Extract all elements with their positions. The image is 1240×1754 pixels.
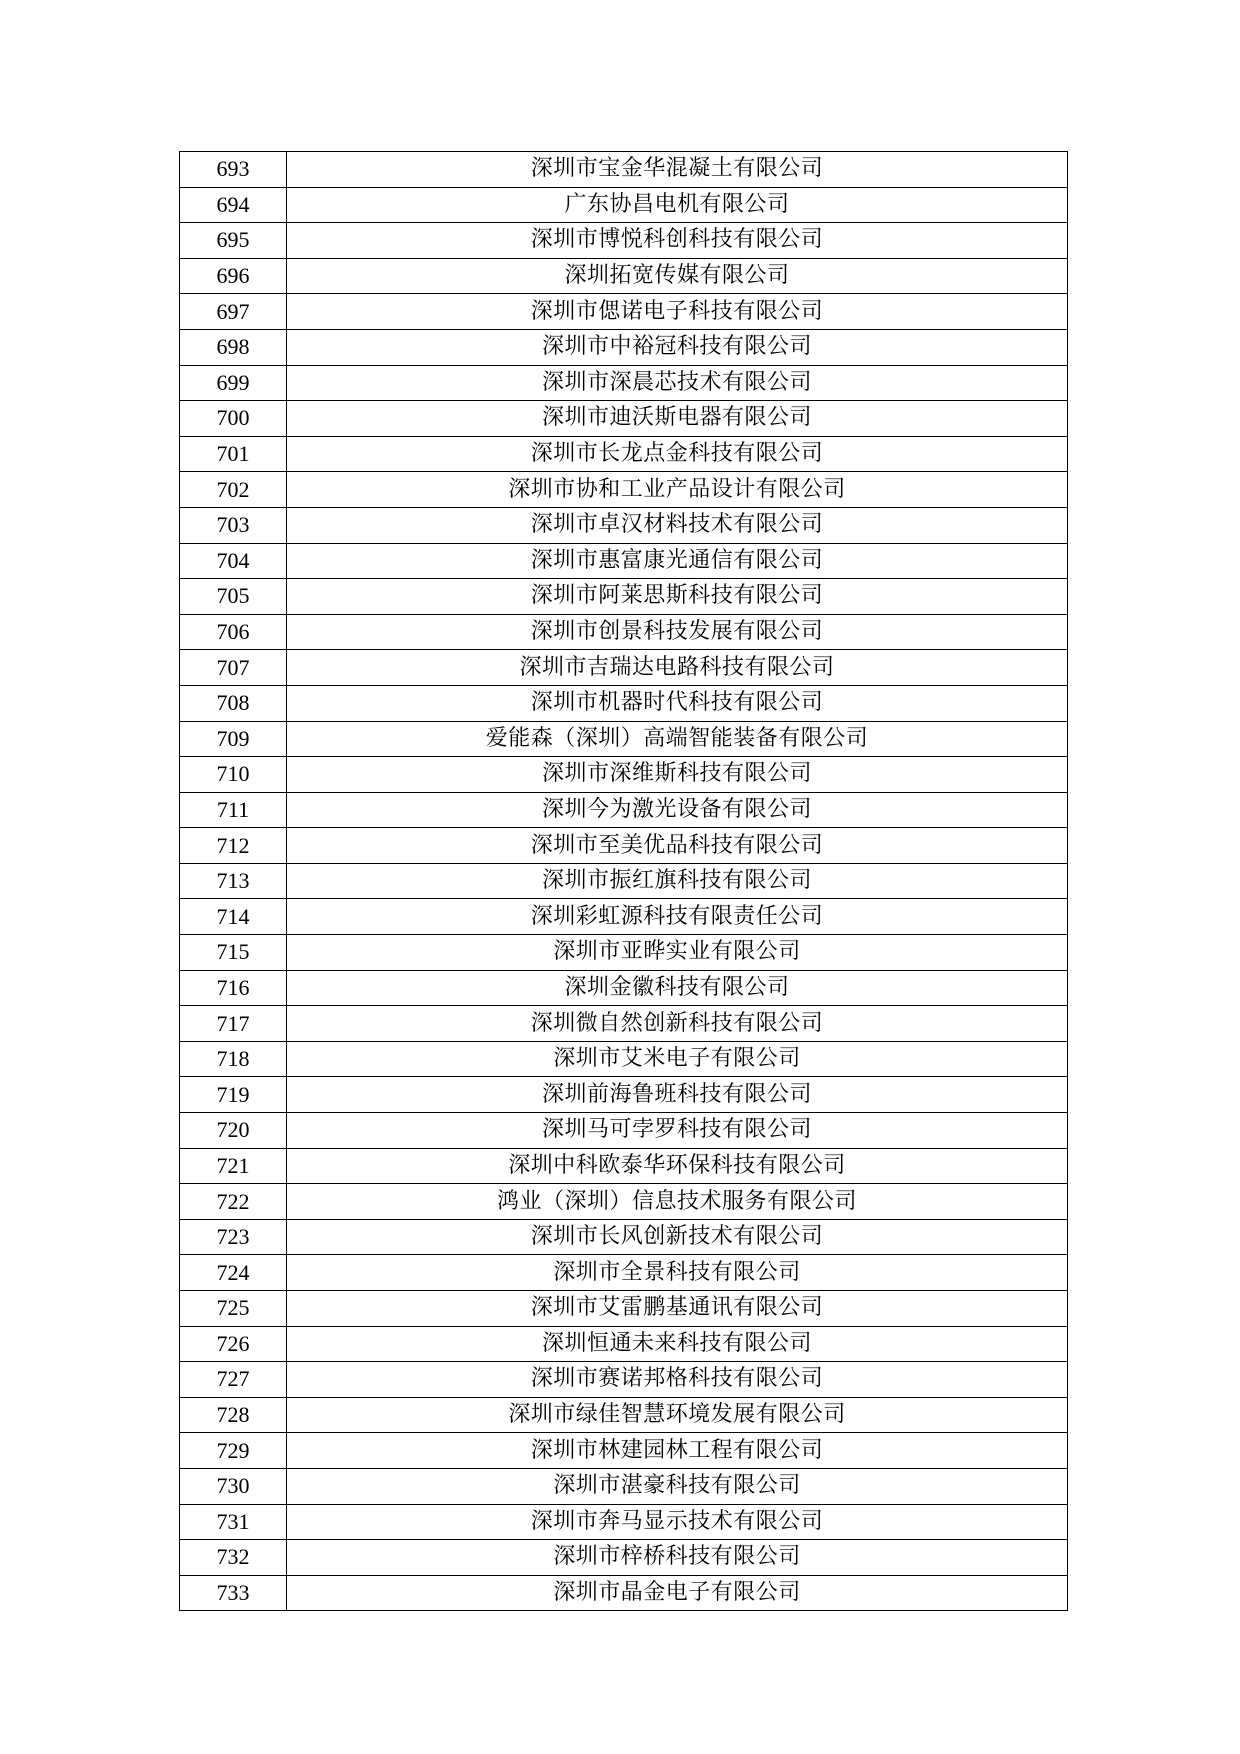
table-row [180,1540,1068,1576]
company-name-cell: 深圳中科欧泰华环保科技有限公司 [287,1148,1068,1184]
row-number-cell: 732 [180,1540,287,1576]
company-name-cell: 深圳市艾米电子有限公司 [287,1041,1068,1077]
row-number-cell: 730 [180,1468,287,1504]
company-name-cell: 深圳市创景科技发展有限公司 [287,614,1068,650]
table-row [180,685,1068,721]
table-row [180,1468,1068,1504]
company-name-cell: 深圳市卓汉材料技术有限公司 [287,507,1068,543]
table-row [180,1362,1068,1398]
table-row [180,1113,1068,1149]
company-name-cell: 深圳市奔马显示技术有限公司 [287,1504,1068,1540]
company-name-cell: 深圳市深维斯科技有限公司 [287,757,1068,793]
company-name-cell: 深圳市博悦科创科技有限公司 [287,223,1068,259]
company-name-cell: 深圳市中裕冠科技有限公司 [287,329,1068,365]
table-row [180,365,1068,401]
row-number-cell: 703 [180,507,287,543]
row-number-cell: 694 [180,187,287,223]
company-name-cell: 深圳市阿莱思斯科技有限公司 [287,579,1068,615]
row-number-cell: 729 [180,1433,287,1469]
row-number-cell: 719 [180,1077,287,1113]
row-number-cell: 709 [180,721,287,757]
table-row [180,970,1068,1006]
table-row [180,223,1068,259]
row-number-cell: 717 [180,1006,287,1042]
company-name-cell: 深圳市艾雷鹏基通讯有限公司 [287,1291,1068,1327]
company-list-table [179,151,1068,1611]
row-number-cell: 716 [180,970,287,1006]
table-row [180,472,1068,508]
company-name-cell: 深圳马可孛罗科技有限公司 [287,1113,1068,1149]
row-number-cell: 712 [180,828,287,864]
row-number-cell: 696 [180,258,287,294]
table-row [180,187,1068,223]
row-number-cell: 733 [180,1575,287,1611]
company-name-cell: 深圳彩虹源科技有限责任公司 [287,899,1068,935]
company-name-cell: 广东协昌电机有限公司 [287,187,1068,223]
table-row [180,757,1068,793]
company-name-cell: 深圳市湛豪科技有限公司 [287,1468,1068,1504]
table-row [180,1504,1068,1540]
table-row [180,1041,1068,1077]
company-name-cell: 深圳市吉瑞达电路科技有限公司 [287,650,1068,686]
row-number-cell: 721 [180,1148,287,1184]
company-name-cell: 深圳市林建园林工程有限公司 [287,1433,1068,1469]
row-number-cell: 713 [180,863,287,899]
company-name-cell: 深圳拓宽传媒有限公司 [287,258,1068,294]
row-number-cell: 723 [180,1219,287,1255]
company-list-body [180,152,1068,1611]
company-name-cell: 深圳市梓桥科技有限公司 [287,1540,1068,1576]
row-number-cell: 700 [180,401,287,437]
table-row [180,1326,1068,1362]
row-number-cell: 726 [180,1326,287,1362]
row-number-cell: 708 [180,685,287,721]
row-number-cell: 718 [180,1041,287,1077]
row-number-cell: 711 [180,792,287,828]
table-row [180,721,1068,757]
company-name-cell: 爱能森（深圳）高端智能装备有限公司 [287,721,1068,757]
company-name-cell: 深圳市协和工业产品设计有限公司 [287,472,1068,508]
table-row [180,828,1068,864]
company-name-cell: 深圳市全景科技有限公司 [287,1255,1068,1291]
table-row [180,1148,1068,1184]
table-row [180,863,1068,899]
company-name-cell: 深圳市宝金华混凝土有限公司 [287,152,1068,188]
row-number-cell: 698 [180,329,287,365]
company-name-cell: 深圳市机器时代科技有限公司 [287,685,1068,721]
company-name-cell: 深圳恒通未来科技有限公司 [287,1326,1068,1362]
company-name-cell: 深圳今为激光设备有限公司 [287,792,1068,828]
company-name-cell: 深圳市晶金电子有限公司 [287,1575,1068,1611]
table-row [180,258,1068,294]
table-row [180,152,1068,188]
table-row [180,1433,1068,1469]
table-row [180,935,1068,971]
table-row [180,507,1068,543]
row-number-cell: 731 [180,1504,287,1540]
table-row [180,1077,1068,1113]
table-row [180,294,1068,330]
row-number-cell: 725 [180,1291,287,1327]
company-name-cell: 深圳市振红旗科技有限公司 [287,863,1068,899]
row-number-cell: 699 [180,365,287,401]
table-row [180,329,1068,365]
table-row [180,401,1068,437]
table-row [180,1219,1068,1255]
table-row [180,1184,1068,1220]
table-row [180,1291,1068,1327]
row-number-cell: 710 [180,757,287,793]
company-name-cell: 深圳市惠富康光通信有限公司 [287,543,1068,579]
table-row [180,899,1068,935]
company-name-cell: 深圳微自然创新科技有限公司 [287,1006,1068,1042]
table-row [180,1255,1068,1291]
company-name-cell: 深圳市绿佳智慧环境发展有限公司 [287,1397,1068,1433]
table-row [180,1397,1068,1433]
company-name-cell: 深圳市深晨芯技术有限公司 [287,365,1068,401]
table-row [180,650,1068,686]
row-number-cell: 720 [180,1113,287,1149]
company-name-cell: 鸿业（深圳）信息技术服务有限公司 [287,1184,1068,1220]
table-row [180,579,1068,615]
company-name-cell: 深圳市迪沃斯电器有限公司 [287,401,1068,437]
row-number-cell: 702 [180,472,287,508]
table-row [180,614,1068,650]
table-row [180,543,1068,579]
table-row [180,1006,1068,1042]
company-name-cell: 深圳前海鲁班科技有限公司 [287,1077,1068,1113]
row-number-cell: 695 [180,223,287,259]
row-number-cell: 701 [180,436,287,472]
row-number-cell: 704 [180,543,287,579]
row-number-cell: 728 [180,1397,287,1433]
company-name-cell: 深圳市长龙点金科技有限公司 [287,436,1068,472]
row-number-cell: 697 [180,294,287,330]
table-row [180,436,1068,472]
row-number-cell: 707 [180,650,287,686]
company-name-cell: 深圳市长风创新技术有限公司 [287,1219,1068,1255]
row-number-cell: 706 [180,614,287,650]
row-number-cell: 714 [180,899,287,935]
row-number-cell: 693 [180,152,287,188]
table-row [180,1575,1068,1611]
row-number-cell: 727 [180,1362,287,1398]
company-name-cell: 深圳市亚晔实业有限公司 [287,935,1068,971]
table-row [180,792,1068,828]
row-number-cell: 722 [180,1184,287,1220]
company-name-cell: 深圳金徽科技有限公司 [287,970,1068,1006]
row-number-cell: 724 [180,1255,287,1291]
company-name-cell: 深圳市偲诺电子科技有限公司 [287,294,1068,330]
company-name-cell: 深圳市至美优品科技有限公司 [287,828,1068,864]
company-name-cell: 深圳市赛诺邦格科技有限公司 [287,1362,1068,1398]
row-number-cell: 705 [180,579,287,615]
row-number-cell: 715 [180,935,287,971]
